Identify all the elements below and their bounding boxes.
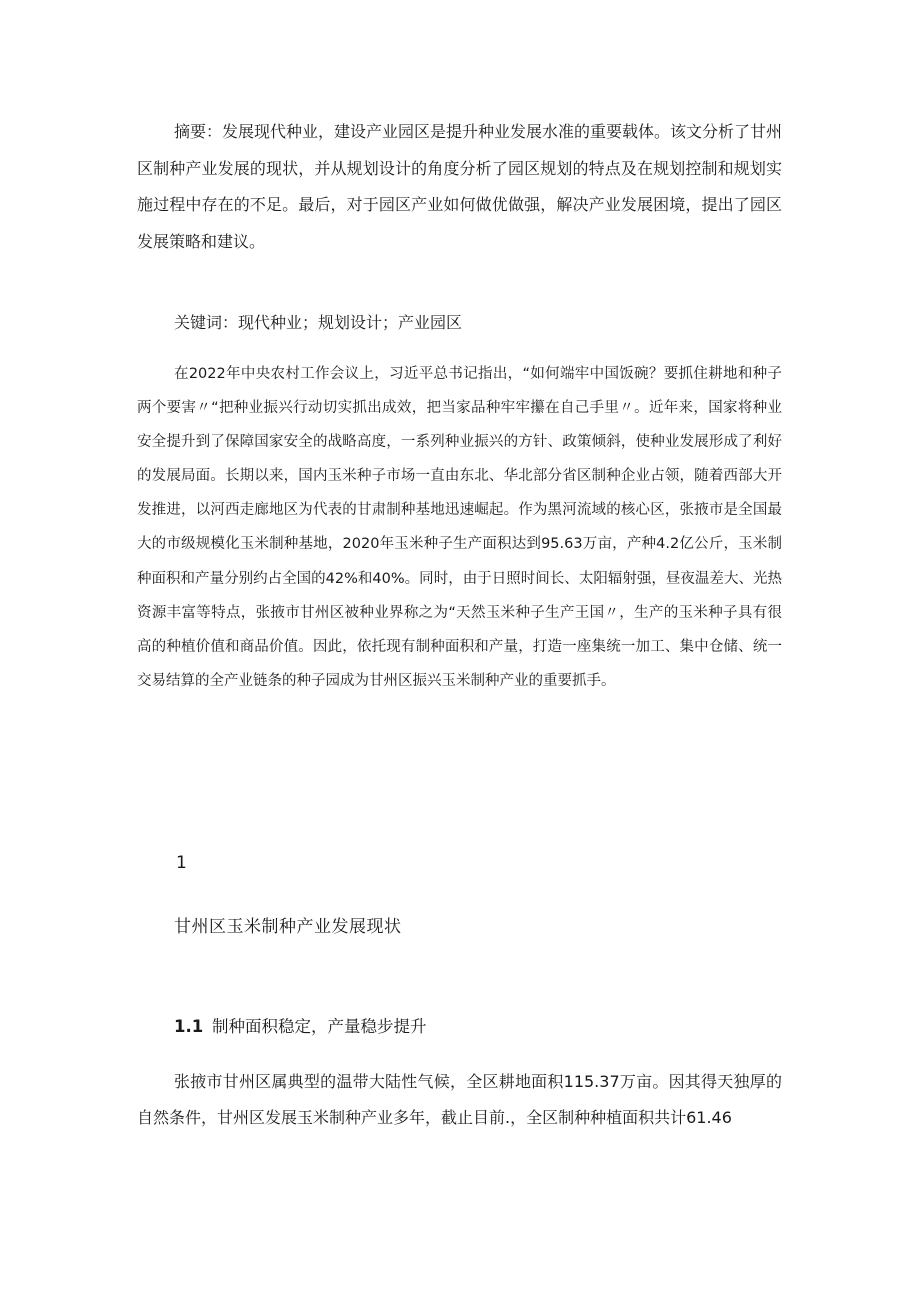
intro-paragraph: 在2022年中央农村工作会议上，习近平总书记指出，“如何端牢中国饭碗？要抓住耕地和种子两个要害〃“把种业振兴行动切实抓出成效，把当家品种牢牢攥在自己手里〃。近年来，国家将种业安全提升到了保障国家安全的战略高度，一系列种业振兴的方针、政策倾斜，使种业发展形成了利好的发展局面。长期以来，国内玉米种子市场一直由东北、华北部分省区制种企业占领，随着西部大开发推进，以河西走廊地区为代表的甘肃制种基地迅速崛起。作为黑河流域的核心区，张掖市是全国最大的市级规模化玉米制种基地，2020年玉米种子生产面积达到95.63万亩，产种4.2亿公斤，玉米制种面积和产量分别约占全国的42%和40%。同时，由于日照时间长、太阳辐射强，昼夜温差大、光热资源丰富等特点，张掖市甘州区被种业界称之为“天然玉米种子生产王国〃，生产的玉米种子具有很高的种植价值和商品价值。因此，依托现有制种面积和产量，打造一座集统一加工、集中仓储、统一交易结算的全产业链条的种子园成为甘州区振兴玉米制种产业的重要抓手。 [137, 366, 782, 689]
section-number: 1 [176, 853, 187, 873]
section-title: 甘州区玉米制种产业发展现状 [174, 917, 402, 937]
abstract-paragraph: 摘要：发展现代种业，建设产业园区是提升种业发展水准的重要载体。该文分析了甘州区制种产业发展的现状，并从规划设计的角度分析了园区规划的特点及在规划控制和规划实施过程中存在的不足。最后，对于园区产业如何做优做强，解决产业发展困境，提出了园区发展策略和建议。 [137, 122, 783, 251]
subsection-paragraph: 张掖市甘州区属典型的温带大陆性气候，全区耕地面积115.37万亩。因其得天独厚的自然条件，甘州区发展玉米制种产业多年，截止目前.，全区制种种植面积共计61.46 [137, 1072, 782, 1127]
subsection-title: 制种面积稳定，产量稳步提升 [212, 1017, 427, 1036]
keywords-paragraph: 关键词：现代种业；规划设计；产业园区 [174, 313, 463, 332]
subsection-heading [174, 1015, 427, 1039]
subsection-number: 1.1 [174, 1017, 204, 1036]
